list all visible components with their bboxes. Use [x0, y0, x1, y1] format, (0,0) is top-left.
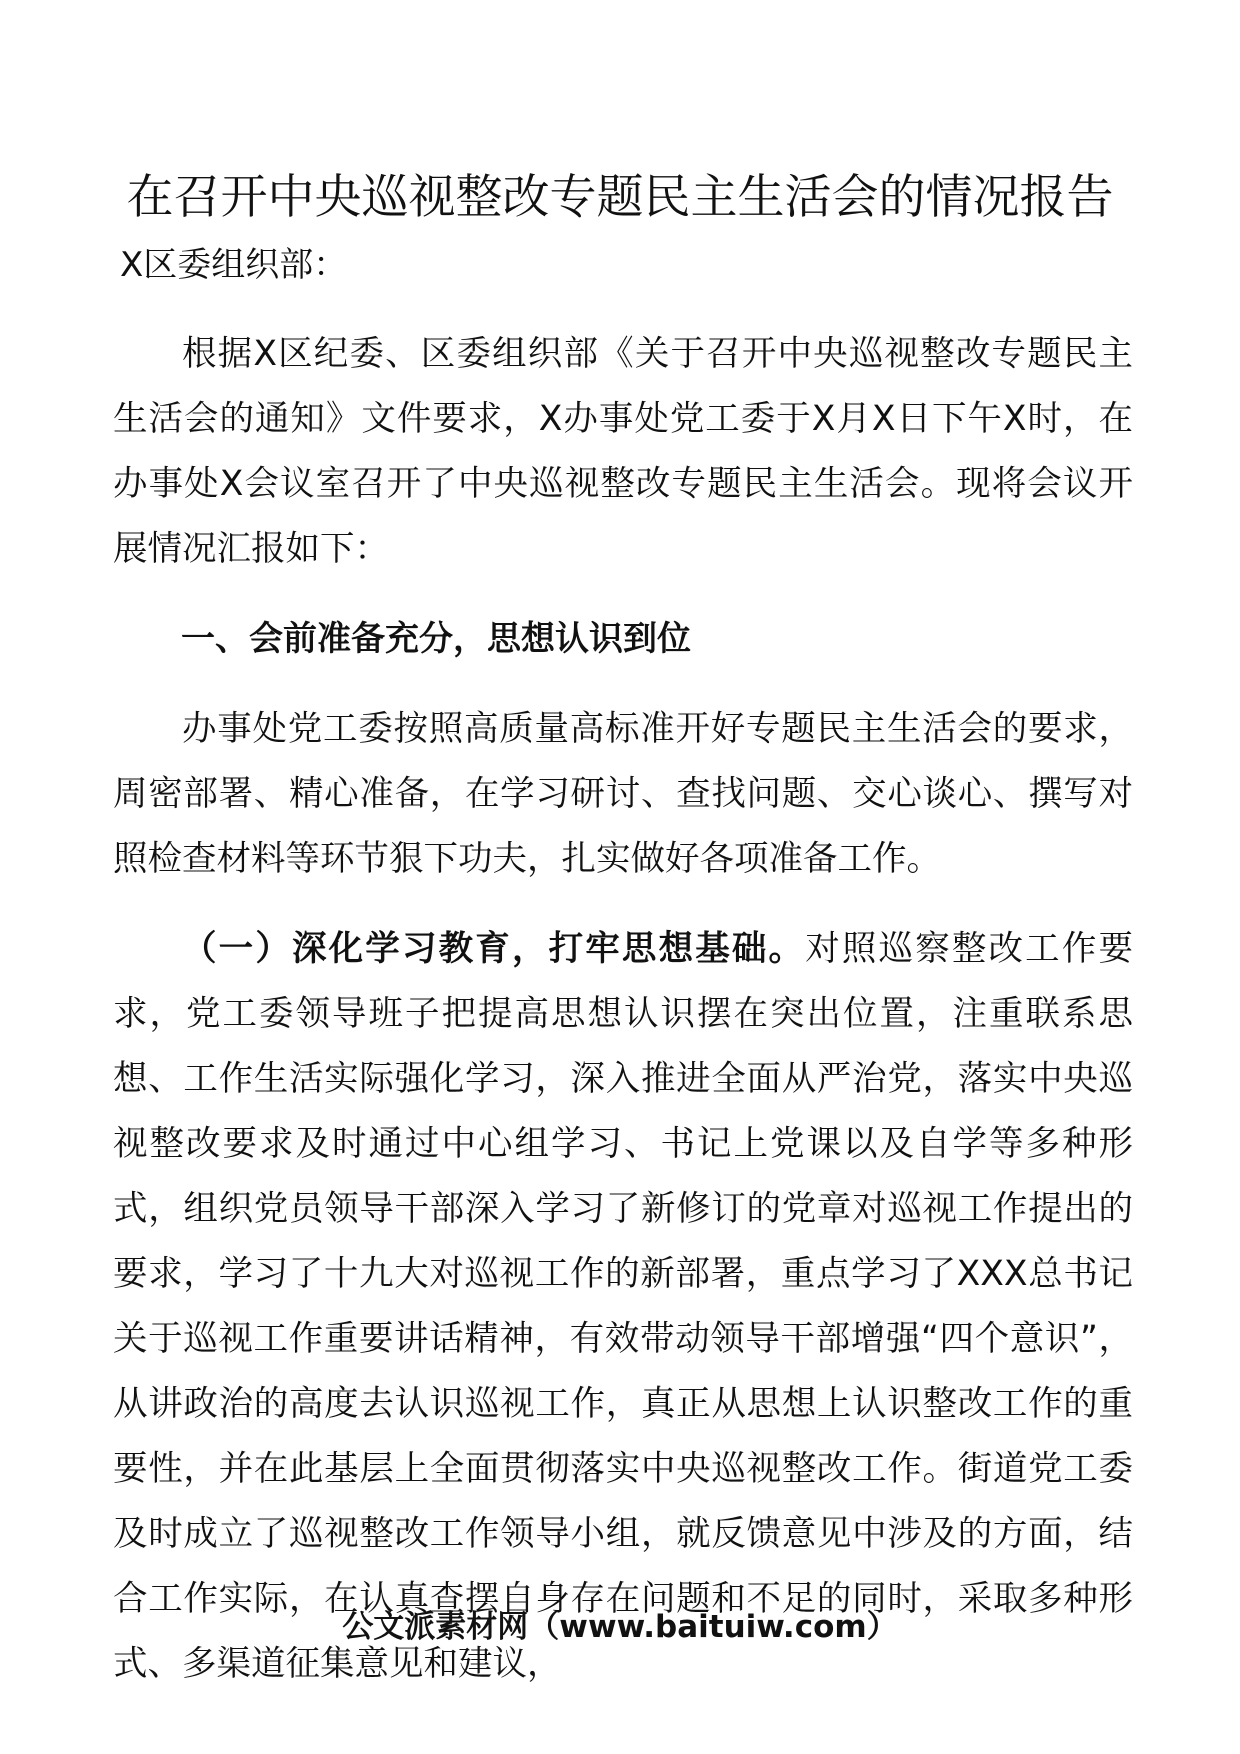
section-heading: 一、会前准备充分，思想认识到位	[181, 619, 691, 659]
subsection-lead: （一）深化学习教育，打牢思想基础。	[182, 929, 806, 969]
subsection-paragraph	[113, 917, 1133, 1697]
document-body	[113, 322, 1133, 1722]
addressee: X区委组织部：	[120, 245, 348, 285]
section-paragraph: 办事处党工委按照高质量高标准开好专题民主生活会的要求，周密部署、精心准备，在学习研讨、查找问题、交心谈心、撰写对照检查材料等环节狠下功夫，扎实做好各项准备工作。	[113, 709, 1133, 879]
intro-paragraph: 根据X区纪委、区委组织部《关于召开中央巡视整改专题民主生活会的通知》文件要求，X办事处党工委于X月X日下午X时，在办事处X会议室召开了中央巡视整改专题民主生活会。现将会议开展情况汇报如下：	[113, 334, 1133, 569]
footer-watermark: 公文派素材网（www.baituiw.com）	[342, 1609, 898, 1645]
document-title: 在召开中央巡视整改专题民主生活会的情况报告	[126, 170, 1114, 225]
subsection-text: 对照巡察整改工作要求，党工委领导班子把提高思想认识摆在突出位置，注重联系思想、工作生活实际强化学习，深入推进全面从严治党，落实中央巡视整改要求及时通过中心组学习、书记上党课以及自学等多种形式，组织党员领导干部深入学习了新修订的党章对巡视工作提出的要求，学习了十九大对巡视工作的新部署，重点学习了XXX总书记关于巡视工作重要讲话精神，有效带动领导干部增强“四个意识”，从讲政治的高度去认识巡视工作，真正从思想上认识整改工作的重要性，并在此基层上全面贯彻落实中央巡视整改工作。街道党工委及时成立了巡视整改工作领导小组，就反馈意见中涉及的方面，结合工作实际，在认真查摆自身存在问题和不足的同时，采取多种形式、多渠道征集意见和建议，	[113, 929, 1133, 1684]
